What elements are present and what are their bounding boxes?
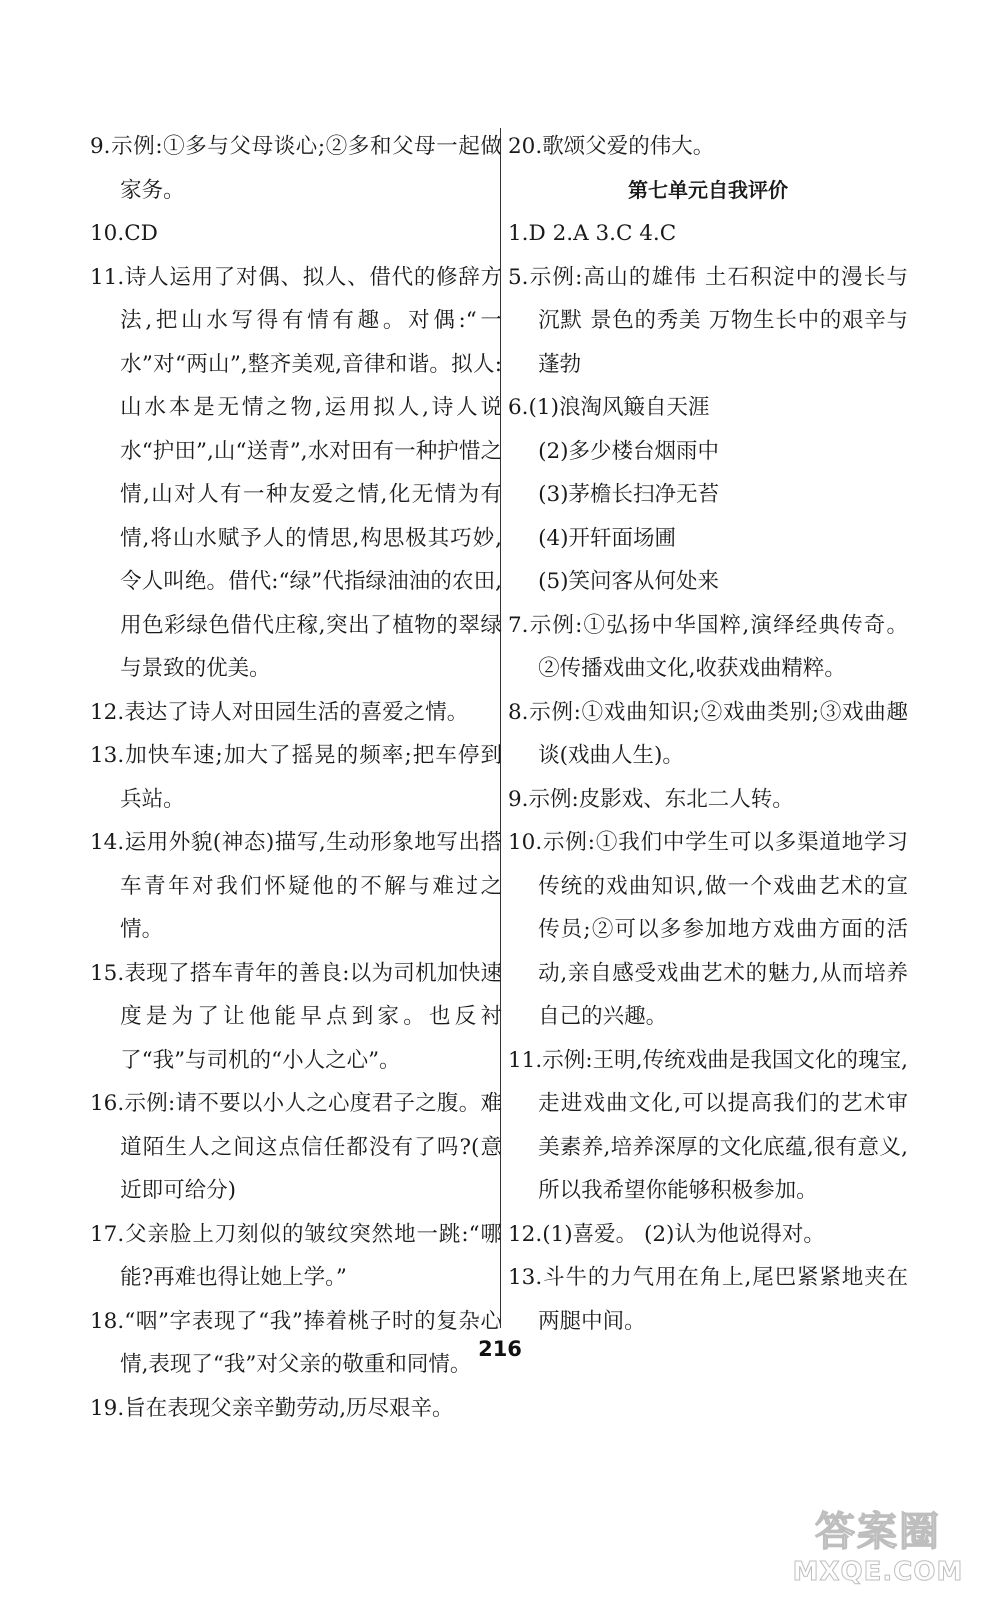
right-column bbox=[508, 125, 908, 1343]
left-column bbox=[90, 125, 502, 1430]
answer-item: 8.示例:①戏曲知识;②戏曲类别;③戏曲趣谈(戏曲人生)。 bbox=[508, 699, 908, 768]
answer-item: 16.示例:请不要以小人之心度君子之腹。难道陌生人之间这点信任都没有了吗?(意近即可给分) bbox=[90, 1091, 502, 1203]
answer-item: 10.CD bbox=[90, 221, 158, 246]
answer-subitem: (2)多少楼台烟雨中 bbox=[538, 438, 720, 464]
page-number: 216 bbox=[478, 1337, 522, 1361]
section-title: 第七单元自我评价 bbox=[628, 177, 788, 202]
answer-item: 10.示例:①我们中学生可以多渠道地学习传统的戏曲知识,做一个戏曲艺术的宣传员;②可以多参加地方戏曲方面的活动,亲自感受戏曲艺术的魅力,从而培养自己的兴趣。 bbox=[508, 830, 908, 1029]
answer-item: 12.表达了诗人对田园生活的喜爱之情。 bbox=[90, 699, 469, 725]
watermark-logo: 答案圈 bbox=[815, 1509, 941, 1555]
column-divider bbox=[500, 128, 501, 1328]
answer-item: 7.示例:①弘扬中华国粹,演绎经典传奇。②传播戏曲文化,收获戏曲精粹。 bbox=[508, 612, 908, 681]
answer-item: 12.(1)喜爱。 (2)认为他说得对。 bbox=[508, 1221, 825, 1247]
answer-item: 11.诗人运用了对偶、拟人、借代的修辞方法,把山水写得有情有趣。对偶:“一水”对“两山”,整齐美观,音律和谐。拟人:山水本是无情之物,运用拟人,诗人说水“护田”,山“送青”,水对田有一种护惜之情,山对人有一种友爱之情,化无情为有情,将山水赋予人的情思,构思极其巧妙,令人叫绝。借代:“绿”代指绿油油的农田,用色彩绿色借代庄稼,突出了植物的翠绿与景致的优美。 bbox=[90, 264, 502, 681]
answer-item: 6.(1)浪淘风簸自天涯 bbox=[508, 395, 710, 420]
answer-subitem: (5)笑问客从何处来 bbox=[538, 569, 720, 594]
answer-item: 11.示例:王明,传统戏曲是我国文化的瑰宝,走进戏曲文化,可以提高我们的艺术审美素养,培养深厚的文化底蕴,很有意义,所以我希望你能够积极参加。 bbox=[508, 1047, 908, 1203]
answer-item: 1.D 2.A 3.C 4.C bbox=[508, 221, 677, 246]
answer-item: 14.运用外貌(神态)描写,生动形象地写出搭车青年对我们怀疑他的不解与难过之情。 bbox=[90, 830, 502, 942]
answer-item: 17.父亲脸上刀刻似的皱纹突然地一跳:“哪能?再难也得让她上学。” bbox=[90, 1221, 502, 1290]
answer-item: 13.斗牛的力气用在角上,尾巴紧紧地夹在两腿中间。 bbox=[508, 1265, 908, 1334]
answer-item: 18.“咽”字表现了“我”捧着桃子时的复杂心情,表现了“我”对父亲的敬重和同情。 bbox=[90, 1308, 502, 1377]
answer-item: 9.示例:皮影戏、东北二人转。 bbox=[508, 786, 794, 812]
answer-subitem: (3)茅檐长扫净无苔 bbox=[538, 482, 720, 507]
answer-subitem: (4)开轩面场圃 bbox=[538, 525, 677, 551]
answer-item: 15.表现了搭车青年的善良:以为司机加快速度是为了让他能早点到家。也反衬了“我”与司机的“小人之心”。 bbox=[90, 960, 502, 1073]
answer-list bbox=[508, 212, 908, 1343]
answer-item: 19.旨在表现父亲辛勤劳动,历尽艰辛。 bbox=[90, 1395, 454, 1421]
answer-item: 20.歌颂父爱的伟大。 bbox=[508, 134, 715, 159]
watermark bbox=[778, 1500, 978, 1590]
watermark-url: MXQE.COM bbox=[792, 1557, 964, 1587]
answer-item: 13.加快车速;加大了摇晃的频率;把车停到兵站。 bbox=[90, 743, 502, 812]
answer-item: 9.示例:①多与父母谈心;②多和父母一起做家务。 bbox=[90, 134, 502, 203]
answer-item: 5.示例:高山的雄伟 土石积淀中的漫长与沉默 景色的秀美 万物生长中的艰辛与蓬勃 bbox=[508, 264, 908, 377]
